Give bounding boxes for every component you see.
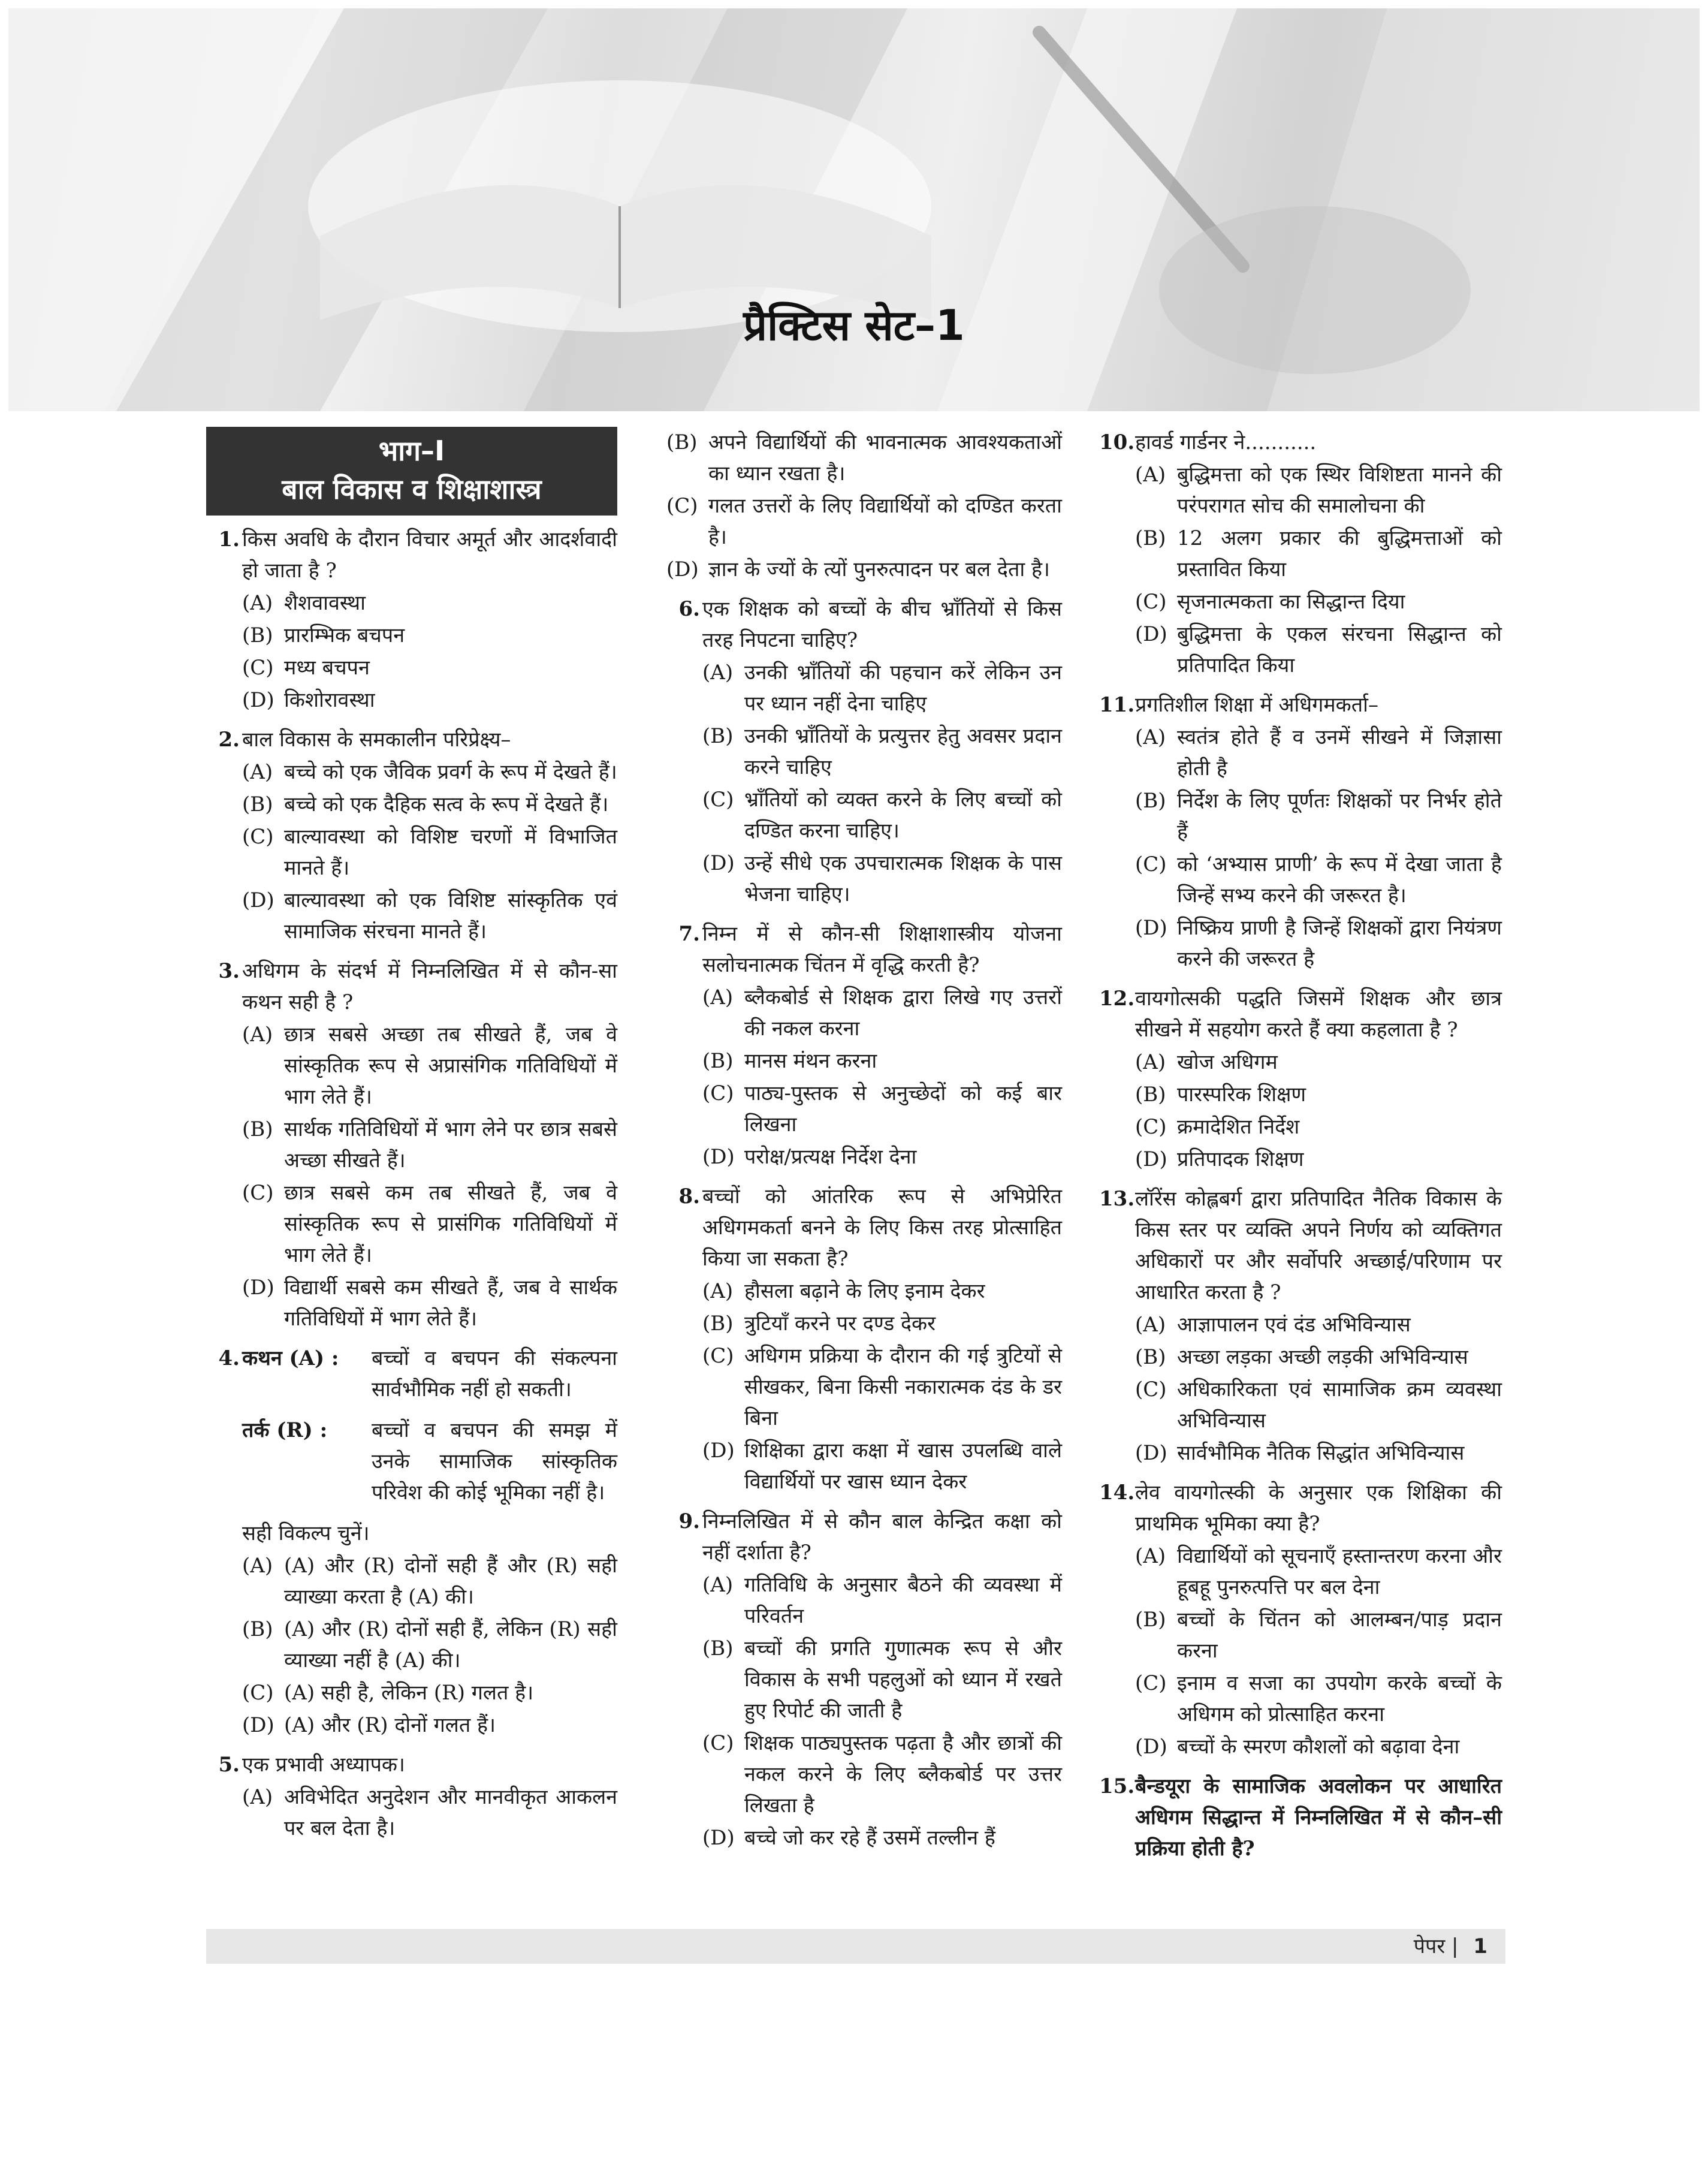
option-label: (B): [242, 792, 273, 816]
reason: [242, 1415, 617, 1508]
option-text: बुद्धिमत्ता को एक स्थिर विशिष्टता मानने की परंपरागत सोच की समालोचना की: [1177, 463, 1502, 518]
option: [242, 1782, 617, 1844]
option-text: ब्लैकबोर्ड से शिक्षक द्वारा लिखे गए उत्तरों की नकल करना: [744, 985, 1062, 1041]
question-number: 8.: [678, 1185, 700, 1208]
option-text: निष्क्रिय प्राणी है जिन्हें शिक्षकों द्वारा नियंत्रण करने की जरूरत है: [1177, 916, 1502, 971]
option-text: गतिविधि के अनुसार बैठने की व्यवस्था में परिवर्तन: [744, 1573, 1062, 1628]
question: [206, 724, 617, 947]
option-text: खोज अधिगम: [1177, 1050, 1278, 1074]
option: [1135, 1731, 1502, 1762]
option-text: बच्चे को एक दैहिक सत्व के रूप में देखते हैं।: [284, 792, 609, 816]
question-number: 1.: [218, 528, 240, 551]
option: [242, 756, 617, 788]
option-text: बच्चे जो कर रहे हैं उसमें तल्लीन हैं: [744, 1826, 995, 1850]
option: [1135, 1047, 1502, 1078]
option: [1135, 459, 1502, 522]
option: [666, 554, 1062, 585]
option-text: पाठ्य-पुस्तक से अनुच्छेदों को कई बार लिखना: [744, 1081, 1062, 1137]
option-text: उनकी भ्राँतियों की पहचान करें लेकिन उन पर ध्यान नहीं देना चाहिए: [744, 661, 1062, 716]
option: [702, 1633, 1062, 1726]
option: [242, 652, 617, 683]
option-text: (A) और (R) दोनों गलत हैं।: [284, 1713, 496, 1737]
option: [242, 1114, 617, 1176]
column-2: [666, 427, 1062, 1853]
option-label: (A): [1135, 1050, 1166, 1074]
option: [242, 1614, 617, 1676]
option-text: सार्थक गतिविधियों में भाग लेने पर छात्र सबसे अच्छा सीखते हैं।: [284, 1117, 617, 1173]
option-text: बाल्यावस्था को विशिष्ट चरणों में विभाजित मानते हैं।: [284, 825, 617, 880]
question: [206, 1749, 617, 1844]
option-text: मानस मंथन करना: [744, 1049, 877, 1073]
option-text: निर्देश के लिए पूर्णतः शिक्षकों पर निर्भर होते हैं: [1177, 789, 1502, 844]
option-label: (B): [1135, 1083, 1166, 1107]
option-label: (B): [702, 1312, 734, 1336]
section-part: भाग–I: [378, 435, 445, 467]
option: [1135, 1604, 1502, 1666]
reason-label: तर्क (R) :: [242, 1418, 328, 1442]
option: [242, 1177, 617, 1271]
choose-instruction: सही विकल्प चुनें।: [242, 1521, 370, 1545]
question-continued: [666, 427, 1062, 585]
option: [1135, 1374, 1502, 1436]
question-number: 10.: [1099, 430, 1135, 454]
option: [242, 1550, 617, 1613]
option-label: (D): [242, 1276, 274, 1300]
assertion-label: कथन (A) :: [242, 1346, 339, 1370]
option-label: (A): [702, 1573, 734, 1597]
option: [702, 1340, 1062, 1434]
option: [1135, 523, 1502, 585]
option-label: (B): [242, 1117, 273, 1141]
option-text: शैशवावस्था: [284, 591, 366, 615]
option-text: बुद्धिमत्ता के एकल संरचना सिद्धान्त को प्रतिपादित किया: [1177, 622, 1502, 677]
option-text: अपने विद्यार्थियों की भावनात्मक आवश्यकताओं का ध्यान रखता है।: [708, 430, 1062, 486]
option-text: प्रारम्भिक बचपन: [284, 623, 405, 647]
option-label: (B): [702, 1636, 734, 1660]
question-text: वायगोत्सकी पद्धति जिसमें शिक्षक और छात्र सीखने में सहयोग करते हैं क्या कहलाता है ?: [1135, 987, 1502, 1042]
option: [702, 1308, 1062, 1339]
option-label: (C): [242, 825, 274, 849]
option-label: (B): [666, 430, 698, 454]
option: [666, 427, 1062, 489]
option-label: (D): [1135, 916, 1167, 940]
question-text: लॉरेंस कोह्लबर्ग द्वारा प्रतिपादित नैतिक विकास के किस स्तर पर व्यक्ति अपने निर्णय को व्यक्तिगत अधिकारों पर और सर्वोपरि अच्छाई/परिणाम पर आधारित करता है ?: [1135, 1187, 1502, 1304]
header-banner: [8, 8, 1700, 411]
option-text: को ‘अभ्यास प्राणी’ के रूप में देखा जाता है जिन्हें सभ्य करने की जरूरत है।: [1177, 852, 1502, 908]
question-number: 6.: [678, 597, 700, 621]
option-label: (A): [702, 985, 734, 1009]
option-label: (A): [1135, 1544, 1166, 1568]
question: [1099, 1477, 1502, 1762]
option-label: (A): [242, 591, 273, 615]
option-label: (D): [702, 1826, 735, 1850]
option-label: (C): [702, 1344, 734, 1368]
option-label: (D): [702, 1145, 735, 1169]
option: [702, 784, 1062, 846]
option-label: (C): [242, 1181, 274, 1205]
question-text: निम्न में से कौन-सी शिक्षाशास्त्रीय योजना सलोचनात्मक चिंतन में वृद्धि करती है?: [702, 922, 1062, 977]
option-label: (B): [1135, 1608, 1166, 1632]
option: [702, 1276, 1062, 1307]
option: [242, 1272, 617, 1334]
option-label: (C): [242, 1681, 274, 1705]
question-number: 15.: [1099, 1774, 1135, 1798]
question-number: 12.: [1099, 987, 1135, 1011]
option: [242, 587, 617, 619]
page-number: 1: [1473, 1934, 1487, 1958]
option: [702, 1141, 1062, 1173]
footer-separator: |: [1452, 1934, 1459, 1958]
option-label: (A): [1135, 1313, 1166, 1337]
option-label: (D): [242, 688, 274, 712]
option: [242, 685, 617, 716]
question-text: लेव वायगोत्स्की के अनुसार एक शिक्षिका की प्राथमिक भूमिका क्या है?: [1135, 1481, 1502, 1536]
option-text: पारस्परिक शिक्षण: [1177, 1083, 1306, 1107]
column-3: [1099, 427, 1502, 1864]
question-number: 7.: [678, 922, 700, 946]
option-text: छात्र सबसे अच्छा तब सीखते हैं, जब वे सांस्कृतिक रूप से अप्रासंगिक गतिविधियों में भाग लेते हैं।: [284, 1023, 617, 1109]
option-text: बच्चों के स्मरण कौशलों को बढ़ावा देना: [1177, 1735, 1460, 1759]
question-text: हावर्ड गार्डनर ने...........: [1135, 430, 1317, 454]
question: [1099, 1183, 1502, 1469]
option-label: (A): [242, 1554, 273, 1578]
footer-label: पेपर: [1413, 1934, 1446, 1958]
option-text: इनाम व सजा का उपयोग करके बच्चों के अधिगम को प्रोत्साहित करना: [1177, 1671, 1502, 1726]
option-label: (A): [1135, 463, 1166, 487]
option-text: परोक्ष/प्रत्यक्ष निर्देश देना: [744, 1145, 917, 1169]
option: [702, 1822, 1062, 1853]
option: [1135, 619, 1502, 681]
question-number: 2.: [218, 728, 240, 752]
option: [702, 982, 1062, 1044]
option-text: विद्यार्थियों को सूचनाएँ हस्तान्तरण करना और हूबहू पुनरुत्पत्ति पर बल देना: [1177, 1544, 1502, 1599]
option-text: (A) और (R) दोनों सही हैं, लेकिन (R) सही व्याख्या नहीं है (A) की।: [284, 1617, 617, 1672]
option: [1135, 912, 1502, 975]
option-text: आज्ञापालन एवं दंड अभिविन्यास: [1177, 1313, 1411, 1337]
option-label: (B): [702, 724, 734, 748]
option-label: (C): [242, 656, 274, 680]
option: [242, 789, 617, 820]
option: [702, 848, 1062, 910]
option-label: (C): [702, 1081, 734, 1105]
option-label: (B): [242, 623, 273, 647]
option-label: (D): [1135, 1441, 1167, 1465]
option-text: क्रमादेशित निर्देश: [1177, 1115, 1300, 1139]
reason-text: बच्चों व बचपन की समझ में उनके सामाजिक सांस्कृतिक परिवेश की कोई भूमिका नहीं है।: [372, 1418, 617, 1505]
option-text: (A) सही है, लेकिन (R) गलत है।: [284, 1681, 534, 1705]
option-text: शिक्षक पाठ्यपुस्तक पढ़ता है और छात्रों की नकल करने के लिए ब्लैकबोर्ड पर उत्तर लिखता है: [744, 1731, 1062, 1818]
option: [1135, 1111, 1502, 1143]
option-text: भ्राँतियों को व्यक्त करने के लिए बच्चों को दण्डित करना चाहिए।: [744, 788, 1062, 843]
option-text: (A) और (R) दोनों सही हैं और (R) सही व्याख्या करता है (A) की।: [284, 1554, 617, 1609]
option: [1135, 1668, 1502, 1730]
option-text: बच्चों की प्रगति गुणात्मक रूप से और विकास के सभी पहलुओं को ध्यान में रखते हुए रिपोर्ट की जाती है: [744, 1636, 1062, 1723]
option-label: (B): [1135, 526, 1166, 550]
question: [206, 956, 617, 1334]
option-text: किशोरावस्था: [284, 688, 375, 712]
option-label: (A): [242, 1023, 273, 1047]
option-label: (D): [666, 557, 699, 581]
option-label: (C): [1135, 1671, 1167, 1695]
question-text: बैन्डयूरा के सामाजिक अवलोकन पर आधारित अधिगम सिद्धान्त में निम्नलिखित में से कौन–सी प्रक्रिया होती है?: [1135, 1774, 1502, 1861]
footer-bar: [206, 1929, 1505, 1964]
option-label: (B): [1135, 789, 1166, 813]
option-text: अधिगम प्रक्रिया के दौरान की गई त्रुटियों से सीखकर, बिना किसी नकारात्मक दंड के डर बिना: [744, 1344, 1062, 1430]
question-text: निम्नलिखित में से कौन बाल केन्द्रित कक्षा को नहीं दर्शाता है?: [702, 1509, 1062, 1565]
question-number: 14.: [1099, 1481, 1135, 1505]
option-label: (B): [702, 1049, 734, 1073]
question: [1099, 1771, 1502, 1864]
option-label: (D): [702, 1439, 735, 1463]
question: [1099, 427, 1502, 681]
question-text: प्रगतिशील शिक्षा में अधिगमकर्ता–: [1135, 693, 1378, 717]
option: [1135, 722, 1502, 784]
option-text: बच्चों के चिंतन को आलम्बन/पाड़ प्रदान करना: [1177, 1608, 1502, 1663]
option: [242, 885, 617, 947]
option-text: उन्हें सीधे एक उपचारात्मक शिक्षक के पास भेजना चाहिए।: [744, 851, 1062, 906]
option: [702, 1728, 1062, 1821]
assertion-text: बच्चों व बचपन की संकल्पना सार्वभौमिक नहीं हो सकती।: [372, 1346, 617, 1402]
question: [1099, 689, 1502, 975]
option-label: (A): [702, 661, 734, 685]
option-text: बाल्यावस्था को एक विशिष्ट सांस्कृतिक एवं सामाजिक संरचना मानते हैं।: [284, 888, 617, 944]
section-heading: [206, 427, 617, 516]
option: [702, 657, 1062, 719]
question-number: 9.: [678, 1509, 700, 1533]
option-label: (D): [242, 1713, 274, 1737]
question: [206, 524, 617, 716]
question-text: अधिगम के संदर्भ में निम्नलिखित में से कौन-सा कथन सही है ?: [242, 959, 617, 1014]
option-text: सृजनात्मकता का सिद्धान्त दिया: [1177, 590, 1405, 614]
option: [702, 1045, 1062, 1077]
option-label: (A): [242, 760, 273, 784]
option: [702, 1435, 1062, 1497]
option-label: (B): [1135, 1345, 1166, 1369]
footer-page-info: [1414, 1931, 1487, 1961]
question: [666, 593, 1062, 910]
option-label: (D): [1135, 1147, 1167, 1171]
option: [1135, 586, 1502, 617]
assertion: [242, 1343, 617, 1405]
question: [666, 918, 1062, 1173]
option: [1135, 849, 1502, 911]
option: [1135, 785, 1502, 848]
question-number: 3.: [218, 959, 240, 983]
question-number: 5.: [218, 1753, 240, 1777]
question-number: 13.: [1099, 1187, 1135, 1211]
option-text: सार्वभौमिक नैतिक सिद्धांत अभिविन्यास: [1177, 1441, 1465, 1465]
option: [1135, 1437, 1502, 1469]
option-label: (A): [242, 1785, 273, 1809]
question-text: एक शिक्षक को बच्चों के बीच भ्राँतियों से किस तरह निपटना चाहिए?: [702, 597, 1062, 652]
option-text: अधिकारिकता एवं सामाजिक क्रम व्यवस्था अभिविन्यास: [1177, 1378, 1502, 1433]
option-text: प्रतिपादक शिक्षण: [1177, 1147, 1304, 1171]
option: [1135, 1079, 1502, 1110]
option-text: अच्छा लड़का अच्छी लड़की अभिविन्यास: [1177, 1345, 1468, 1369]
option-label: (D): [1135, 1735, 1167, 1759]
page-title: प्रैक्टिस सेट–1: [743, 301, 965, 350]
option-text: गलत उत्तरों के लिए विद्यार्थियों को दण्डित करता है।: [708, 494, 1062, 549]
option: [1135, 1144, 1502, 1175]
option-label: (A): [702, 1279, 734, 1303]
option-label: (B): [242, 1617, 273, 1641]
option: [666, 490, 1062, 553]
option-label: (C): [1135, 1115, 1167, 1139]
option-label: (A): [1135, 725, 1166, 749]
option-text: हौसला बढ़ाने के लिए इनाम देकर: [744, 1279, 985, 1303]
question-text: एक प्रभावी अध्यापक।: [242, 1753, 405, 1777]
option-label: (C): [1135, 590, 1167, 614]
option: [242, 620, 617, 651]
question-text: बच्चों को आंतरिक रूप से अभिप्रेरित अधिगमकर्ता बनने के लिए किस तरह प्रोत्साहित किया जा सकता है?: [702, 1185, 1062, 1271]
option-label: (D): [242, 888, 274, 912]
option-text: विद्यार्थी सबसे कम सीखते हैं, जब वे सार्थक गतिविधियों में भाग लेते हैं।: [284, 1276, 617, 1331]
option-label: (C): [702, 1731, 734, 1755]
option-label: (C): [702, 788, 734, 812]
option: [702, 1078, 1062, 1140]
option: [702, 1569, 1062, 1632]
option-text: उनकी भ्राँतियों के प्रत्युत्तर हेतु अवसर प्रदान करने चाहिए: [744, 724, 1062, 779]
option-text: अविभेदित अनुदेशन और मानवीकृत आकलन पर बल देता है।: [284, 1785, 617, 1840]
option-text: शिक्षिका द्वारा कक्षा में खास उपलब्धि वाले विद्यार्थियों पर खास ध्यान देकर: [744, 1439, 1062, 1494]
option-label: (D): [702, 851, 735, 875]
option-label: (C): [1135, 1378, 1167, 1402]
column-1: [206, 427, 617, 1844]
question-text: बाल विकास के समकालीन परिप्रेक्ष्य–: [242, 728, 511, 752]
option-text: छात्र सबसे कम तब सीखते हैं, जब वे सांस्कृतिक रूप से प्रासंगिक गतिविधियों में भाग लेते हैं।: [284, 1181, 617, 1267]
question: [1099, 983, 1502, 1175]
option-text: 12 अलग प्रकार की बुद्धिमत्ताओं को प्रस्तावित किया: [1177, 526, 1502, 581]
option-label: (C): [666, 494, 698, 518]
option: [1135, 1309, 1502, 1340]
option: [1135, 1342, 1502, 1373]
option-text: त्रुटियाँ करने पर दण्ड देकर: [744, 1312, 936, 1336]
option: [702, 721, 1062, 783]
option: [242, 821, 617, 884]
option-text: स्वतंत्र होते हैं व उनमें सीखने में जिज्ञासा होती है: [1177, 725, 1502, 780]
question: [666, 1506, 1062, 1853]
option-label: (D): [1135, 622, 1167, 646]
question-number: 11.: [1099, 693, 1135, 717]
option: [1135, 1541, 1502, 1603]
option-text: मध्य बचपन: [284, 656, 370, 680]
option: [242, 1710, 617, 1741]
option: [242, 1019, 617, 1113]
option-text: ज्ञान के ज्यों के त्यों पुनरुत्पादन पर बल देता है।: [708, 557, 1050, 581]
option: [242, 1677, 617, 1708]
option-text: बच्चे को एक जैविक प्रवर्ग के रूप में देखते हैं।: [284, 760, 617, 784]
question: [206, 1343, 617, 1741]
question: [666, 1181, 1062, 1497]
question-number: 4.: [218, 1346, 240, 1370]
question-text: किस अवधि के दौरान विचार अमूर्त और आदर्शवादी हो जाता है ?: [242, 528, 617, 583]
option-label: (C): [1135, 852, 1167, 876]
section-name: बाल विकास व शिक्षाशास्त्र: [282, 473, 542, 505]
